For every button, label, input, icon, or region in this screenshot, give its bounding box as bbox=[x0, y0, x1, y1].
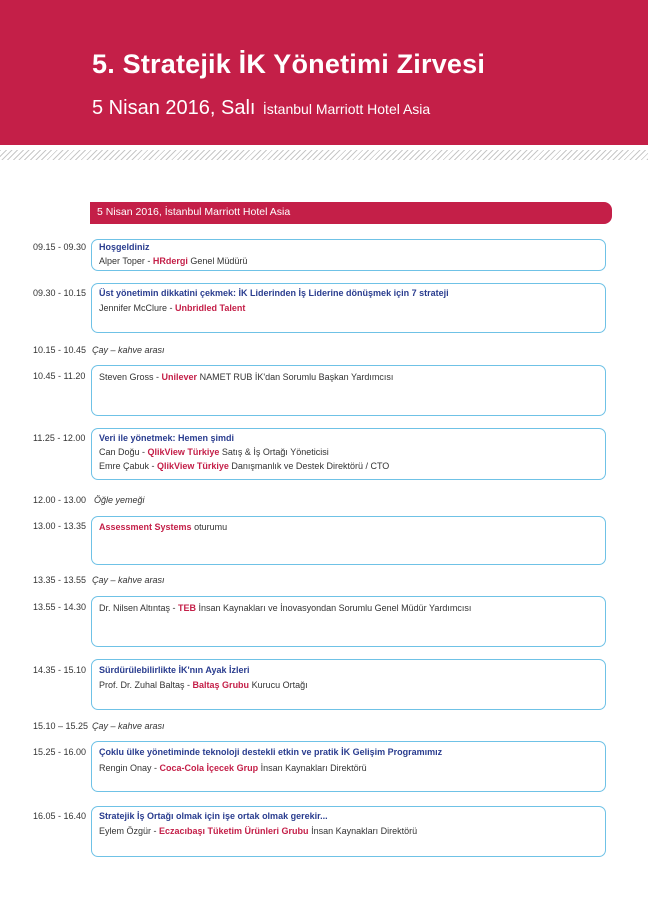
page-title: 5. Stratejik İK Yönetimi Zirvesi bbox=[92, 49, 486, 79]
session-time: 11.25 - 12.00 bbox=[33, 433, 86, 443]
session-box bbox=[91, 428, 606, 480]
speaker-name: Can Doğu - bbox=[99, 447, 148, 457]
session-time: 13.55 - 14.30 bbox=[33, 602, 87, 612]
speaker-line bbox=[99, 826, 417, 836]
break-label: Öğle yemeği bbox=[94, 495, 145, 505]
speaker-org: Unilever bbox=[161, 372, 198, 382]
day-bar-label: 5 Nisan 2016, İstanbul Marriott Hotel Asia bbox=[97, 206, 291, 218]
day-bar bbox=[90, 202, 612, 224]
session-time: 14.35 - 15.10 bbox=[33, 665, 87, 675]
session-box bbox=[91, 239, 606, 271]
session-time: 09.15 - 09.30 bbox=[33, 242, 87, 252]
speaker-role: Genel Müdürü bbox=[187, 256, 248, 266]
session-time: 15.25 - 16.00 bbox=[33, 747, 87, 757]
speaker-line bbox=[99, 763, 367, 773]
speaker-org: Unbridled Talent bbox=[175, 303, 246, 313]
session-title: Hoşgeldiniz bbox=[99, 242, 150, 252]
speaker-line bbox=[99, 603, 471, 613]
session-time: 13.00 - 13.35 bbox=[33, 521, 87, 531]
speaker-line bbox=[99, 447, 329, 457]
session-box bbox=[91, 659, 606, 710]
session-title: Stratejik İş Ortağı olmak için işe ortak olmak gerekir... bbox=[99, 811, 328, 821]
session-box bbox=[91, 365, 606, 416]
speaker-role: Satış & İş Ortağı Yöneticisi bbox=[219, 447, 329, 457]
session-title: Veri ile yönetmek: Hemen şimdi bbox=[99, 433, 235, 443]
speaker-name: Alper Toper - bbox=[99, 256, 153, 266]
speaker-org: QlikView Türkiye bbox=[147, 447, 220, 457]
session-title: Çoklu ülke yönetiminde teknoloji destekli etkin ve pratik İK Gelişim Programımız bbox=[99, 747, 443, 757]
speaker-line bbox=[99, 522, 227, 532]
speaker-org: Assessment Systems bbox=[99, 522, 192, 532]
speaker-role: İnsan Kaynakları Direktörü bbox=[258, 763, 367, 773]
speaker-name: Emre Çabuk - bbox=[99, 461, 158, 471]
speaker-role: Kurucu Ortağı bbox=[249, 680, 308, 690]
hatch-divider bbox=[0, 150, 648, 160]
speaker-role: Danışmanlık ve Destek Direktörü / CTO bbox=[228, 461, 390, 471]
speaker-name: Steven Gross - bbox=[99, 372, 162, 382]
speaker-name: Eylem Özgür - bbox=[99, 826, 160, 836]
session-box bbox=[91, 806, 606, 857]
speaker-role: NAMET RUB İK'dan Sorumlu Başkan Yardımcısı bbox=[197, 372, 394, 382]
break-time: 10.15 - 10.45 bbox=[33, 345, 87, 355]
break-time: 15.10 – 15.25 bbox=[33, 721, 89, 731]
break-label: Çay – kahve arası bbox=[92, 721, 165, 731]
session-time: 10.45 - 11.20 bbox=[33, 371, 86, 381]
speaker-role: oturumu bbox=[191, 522, 228, 532]
event-date: 5 Nisan 2016, Salı bbox=[92, 97, 256, 119]
speaker-line bbox=[99, 461, 389, 471]
speaker-name: Prof. Dr. Zuhal Baltaş - bbox=[99, 680, 193, 690]
speaker-org: Coca-Cola İçecek Grup bbox=[159, 763, 259, 773]
speaker-org: TEB bbox=[178, 603, 197, 613]
speaker-name: Jennifer McClure - bbox=[99, 303, 176, 313]
break-label: Çay – kahve arası bbox=[92, 345, 165, 355]
session-box bbox=[91, 596, 606, 647]
session-time: 09.30 - 10.15 bbox=[33, 288, 87, 298]
break-time: 12.00 - 13.00 bbox=[33, 495, 87, 505]
session-title: Sürdürülebilirlikte İK'nın Ayak İzleri bbox=[99, 665, 250, 675]
break-time: 13.35 - 13.55 bbox=[33, 575, 87, 585]
break-label: Çay – kahve arası bbox=[92, 575, 165, 585]
speaker-name: Rengin Onay - bbox=[99, 763, 160, 773]
session-box bbox=[91, 741, 606, 792]
speaker-role: İnsan Kaynakları Direktörü bbox=[308, 826, 418, 836]
session-box bbox=[91, 283, 606, 333]
speaker-org: HRdergi bbox=[152, 256, 188, 266]
speaker-name: Dr. Nilsen Altıntaş - bbox=[99, 603, 179, 613]
speaker-line bbox=[99, 680, 308, 690]
speaker-line bbox=[99, 256, 247, 266]
session-time: 16.05 - 16.40 bbox=[33, 811, 87, 821]
speaker-org: QlikView Türkiye bbox=[157, 461, 229, 471]
event-venue: İstanbul Marriott Hotel Asia bbox=[262, 101, 431, 117]
session-box bbox=[91, 516, 606, 565]
header-subtitle bbox=[92, 97, 430, 120]
speaker-line bbox=[99, 372, 393, 382]
session-title: Üst yönetimin dikkatini çekmek: İK Liderinden İş Liderine dönüşmek için 7 strateji bbox=[99, 288, 449, 298]
speaker-org: Baltaş Grubu bbox=[192, 680, 250, 690]
speaker-role: İnsan Kaynakları ve İnovasyondan Sorumlu Genel Müdür Yardımcısı bbox=[196, 603, 472, 613]
header-banner bbox=[0, 0, 648, 145]
speaker-line bbox=[99, 303, 245, 313]
speaker-org: Eczacıbaşı Tüketim Ürünleri Grubu bbox=[159, 826, 309, 836]
